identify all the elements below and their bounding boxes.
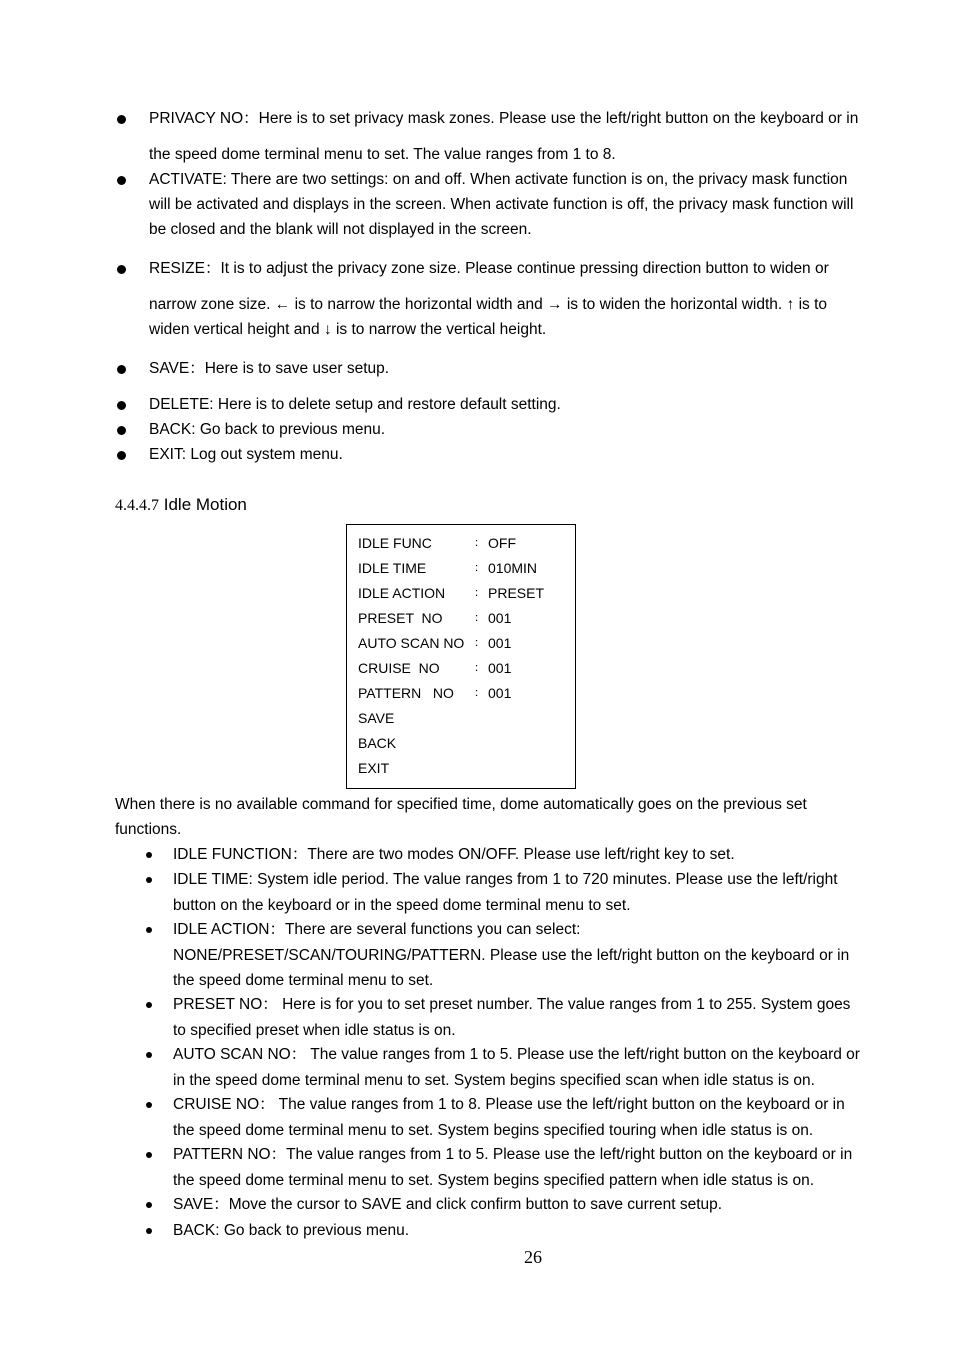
menu-colon: ： [474,562,485,574]
menu-label: EXIT [358,760,390,776]
save-cursor-item [173,1192,933,1218]
menu-row-auto-scan-no [358,631,512,656]
menu-label: PATTERN NO [358,685,454,701]
bullet-dot-icon [117,365,126,374]
page-number: 26 [524,1247,542,1267]
bullet-dot-icon [146,1202,152,1208]
activate-item [149,167,929,242]
idle-time-item [173,867,933,918]
menu-value: 001 [488,610,512,626]
idle-action-line2: NONE/PRESET/SCAN/TOURING/PATTERN. Please use the left/right button on the keyboard or in [173,946,850,964]
pattern-no-line2: the speed dome terminal menu to set. System begins specified pattern when idle status is on. [173,1171,815,1189]
bullet-dot-icon [146,1102,152,1108]
back-previous-line1: BACK: Go back to previous menu. [173,1222,410,1239]
resize-line1: RESIZE：It is to adjust the privacy zone size. Please continue pressing direction button to widen or [149,260,829,277]
resize-line2: narrow zone size. ← is to narrow the horizontal width and → is to widen the horizontal width. ↑ is to [149,296,828,313]
menu-value: PRESET [488,585,545,601]
auto-scan-no-line1: AUTO SCAN NO： The value ranges from 1 to 5. Please use the left/right button on the keyboard or [173,1046,860,1063]
menu-value: 001 [488,660,512,676]
bullet-dot-icon [146,852,152,858]
pattern-no-item [173,1142,933,1193]
menu-value: OFF [488,535,516,551]
preset-no-item [173,992,933,1043]
idle-action-line1: IDLE ACTION：There are several functions you can select: [173,921,581,938]
idle-action-line3: the speed dome terminal menu to set. [173,972,434,989]
menu-colon: ： [474,687,485,699]
exit-line1: EXIT: Log out system menu. [149,446,343,463]
section-number: 4.4.4.7 [115,497,159,514]
menu-row-cruise-no [358,656,512,681]
bullet-dot-icon [117,115,126,124]
intro-line1: When there is no available command for specified time, dome automatically goes on the previous set [115,796,807,813]
intro-paragraph [115,792,905,842]
menu-colon: ： [474,587,485,599]
menu-row-idle-time [358,556,538,581]
auto-scan-no-line2: in the speed dome terminal menu to set. System begins specified scan when idle status is on. [173,1071,815,1089]
idle-time-line1: IDLE TIME: System idle period. The value ranges from 1 to 720 minutes. Please use the left/right [173,871,838,888]
menu-row-back [358,731,397,756]
bullet-dot-icon [117,176,126,185]
privacy-no-line2: the speed dome terminal menu to set. The value ranges from 1 to 8. [149,146,616,163]
menu-label: IDLE ACTION [358,585,446,601]
privacy-no-line1: PRIVACY NO：Here is to set privacy mask zones. Please use the left/right button on the keyboard or in [149,110,859,127]
cruise-no-line1: CRUISE NO： The value ranges from 1 to 8. Please use the left/right button on the keyboard or in [173,1096,845,1113]
menu-row-pattern-no [358,681,512,706]
menu-row-save [358,706,395,731]
section-title: Idle Motion [163,495,247,514]
cruise-no-line2: the speed dome terminal menu to set. System begins specified touring when idle status is on. [173,1121,814,1139]
bullet-dot-icon [146,1052,152,1058]
back-line1: BACK: Go back to previous menu. [149,421,386,438]
pattern-no-line1: PATTERN NO：The value ranges from 1 to 5. Please use the left/right button on the keyboard or in [173,1146,853,1163]
bullet-dot-icon [117,426,126,435]
menu-label: IDLE TIME [358,560,427,576]
cruise-no-item [173,1092,933,1143]
idle-action-item [173,917,933,994]
back-previous-item [173,1218,933,1244]
delete-line1: DELETE: Here is to delete setup and restore default setting. [149,396,561,413]
preset-no-line1: PRESET NO： Here is for you to set preset number. The value ranges from 1 to 255. System goes [173,996,851,1013]
menu-colon: ： [474,612,485,624]
menu-value: 010MIN [488,560,538,576]
menu-label: AUTO SCAN NO [358,635,465,651]
back-item [149,417,929,442]
menu-label: IDLE FUNC [358,535,432,551]
idle-motion-menu [346,524,576,789]
delete-item [149,392,929,417]
menu-row-idle-func [358,531,516,556]
bullet-dot-icon [146,877,152,883]
resize-line3: widen vertical height and ↓ is to narrow the vertical height. [149,321,547,338]
save-item [149,356,929,381]
menu-row-preset-no [358,606,512,631]
save-line1: SAVE：Here is to save user setup. [149,360,390,377]
bullet-dot-icon [117,401,126,410]
activate-line2: will be activated and displays in the screen. When activate function is off, the privacy mask function will [149,196,854,213]
bullet-dot-icon [146,1228,152,1234]
exit-item [149,442,929,467]
section-heading [115,492,247,518]
save-cursor-line1: SAVE：Move the cursor to SAVE and click confirm button to save current setup. [173,1196,723,1213]
idle-function-item [173,842,933,868]
idle-time-line2: button on the keyboard or in the speed dome terminal menu to set. [173,896,631,914]
intro-line2: functions. [115,821,182,838]
menu-row-idle-action [358,581,545,606]
menu-value: 001 [488,635,512,651]
menu-label: SAVE [358,710,395,726]
bullet-dot-icon [117,451,126,460]
bullet-dot-icon [146,1002,152,1008]
menu-label: PRESET NO [358,610,443,626]
menu-label: BACK [358,735,397,751]
privacy-no-item [149,106,929,167]
menu-colon: ： [474,537,485,549]
menu-colon: ： [474,637,485,649]
idle-function-line1: IDLE FUNCTION：There are two modes ON/OFF. Please use left/right key to set. [173,846,735,863]
activate-line3: be closed and the blank will not displayed in the screen. [149,221,532,238]
menu-label: CRUISE NO [358,660,440,676]
menu-row-exit [358,756,390,781]
menu-colon: ： [474,662,485,674]
auto-scan-no-item [173,1042,933,1093]
bullet-dot-icon [146,1152,152,1158]
bullet-dot-icon [117,265,126,274]
resize-item [149,256,929,342]
bullet-dot-icon [146,927,152,933]
activate-line1: ACTIVATE: There are two settings: on and off. When activate function is on, the privacy mask function [149,171,848,188]
menu-value: 001 [488,685,512,701]
preset-no-line2: to specified preset when idle status is on. [173,1021,456,1039]
